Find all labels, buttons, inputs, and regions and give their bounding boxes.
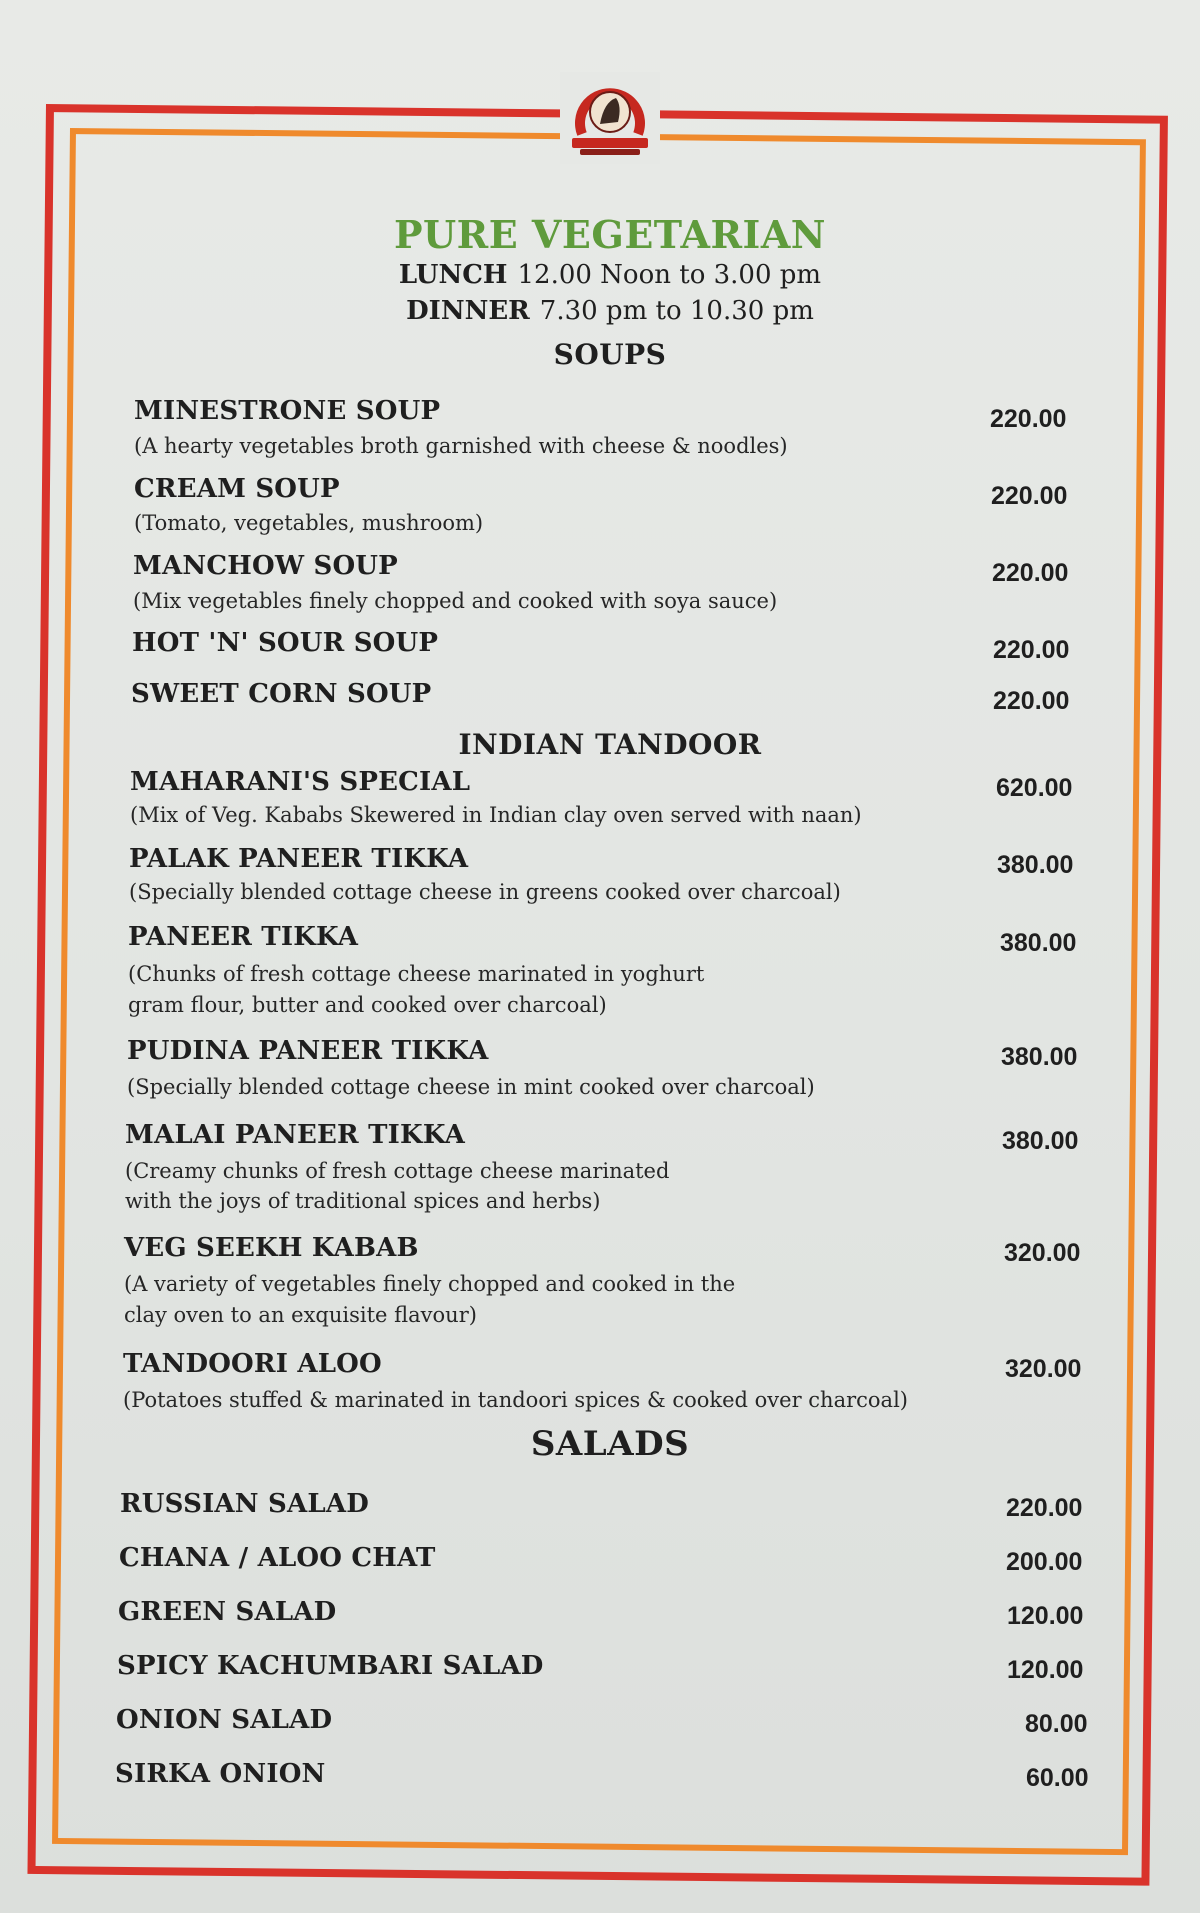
item-price: 380.00 [1000,929,1077,957]
item-name: SPICY KACHUMBARI SALAD [117,1651,544,1681]
item-name: CHANA / ALOO CHAT [119,1543,436,1573]
menu-title: PURE VEGETARIAN [393,212,827,257]
lunch-label: LUNCH [398,260,508,290]
item-name: PUDINA PANEER TIKKA [127,1036,489,1066]
section-heading-indian-tandoor: INDIAN TANDOOR [458,728,762,761]
item-name: SWEET CORN SOUP [131,679,432,709]
item-name: VEG SEEKH KABAB [124,1233,419,1263]
dinner-label: DINNER [406,296,530,326]
dinner-time: 7.30 pm to 10.30 pm [539,296,814,326]
item-price: 380.00 [1002,1127,1079,1155]
item-price: 220.00 [991,482,1068,510]
item-description: (Mix vegetables finely chopped and cooked with soya sauce) [133,589,778,613]
item-name: TANDOORI ALOO [123,1349,382,1379]
item-price: 220.00 [992,559,1069,587]
item-price: 220.00 [993,636,1070,664]
item-description: (Creamy chunks of fresh cottage cheese marinated [125,1159,670,1183]
item-name: RUSSIAN SALAD [120,1489,369,1519]
item-name: CREAM SOUP [134,474,340,504]
item-name: PANEER TIKKA [128,922,359,952]
item-price: 620.00 [996,774,1073,802]
item-price: 380.00 [997,851,1074,879]
item-name: PALAK PANEER TIKKA [129,844,469,874]
item-description: (Specially blended cottage cheese in mint cooked over charcoal) [127,1075,815,1099]
item-price: 80.00 [1025,1710,1088,1738]
section-heading-soups: SOUPS [553,338,667,371]
item-description: (A variety of vegetables finely chopped and cooked in the [124,1272,736,1296]
dinner-hours [0,296,1200,326]
item-description: (Specially blended cottage cheese in greens cooked over charcoal) [129,880,841,904]
item-name: GREEN SALAD [118,1597,337,1627]
item-description-line2: gram flour, butter and cooked over charcoal) [128,993,607,1017]
item-name: MALAI PANEER TIKKA [125,1120,465,1150]
item-description: (Mix of Veg. Kababs Skewered in Indian clay oven served with naan) [130,803,862,827]
lunch-hours [0,260,1200,290]
item-price: 120.00 [1007,1656,1084,1684]
item-description: (A hearty vegetables broth garnished with cheese & noodles) [134,434,788,458]
item-name: HOT 'N' SOUR SOUP [132,628,439,658]
item-price: 220.00 [993,687,1070,715]
item-description: (Tomato, vegetables, mushroom) [134,511,484,535]
item-price: 320.00 [1004,1239,1081,1267]
item-price: 220.00 [1006,1494,1083,1522]
item-description: (Chunks of fresh cottage cheese marinated in yoghurt [128,962,705,986]
item-name: MANCHOW SOUP [133,551,398,581]
item-price: 200.00 [1006,1548,1083,1576]
item-description: (Potatoes stuffed & marinated in tandoori spices & cooked over charcoal) [123,1388,908,1412]
item-name: ONION SALAD [116,1705,333,1735]
item-price: 320.00 [1005,1355,1082,1383]
item-description-line2: with the joys of traditional spices and herbs) [125,1189,601,1213]
item-name: MINESTRONE SOUP [134,396,441,426]
item-price: 220.00 [990,405,1067,433]
section-heading-salads: SALADS [530,1424,690,1464]
item-price: 60.00 [1026,1764,1089,1792]
item-price: 120.00 [1007,1602,1084,1630]
item-name: MAHARANI'S SPECIAL [130,767,471,797]
item-description-line2: clay oven to an exquisite flavour) [124,1303,477,1327]
item-name: SIRKA ONION [115,1759,326,1789]
restaurant-logo [560,72,660,164]
item-price: 380.00 [1001,1043,1078,1071]
lunch-time: 12.00 Noon to 3.00 pm [517,260,822,290]
